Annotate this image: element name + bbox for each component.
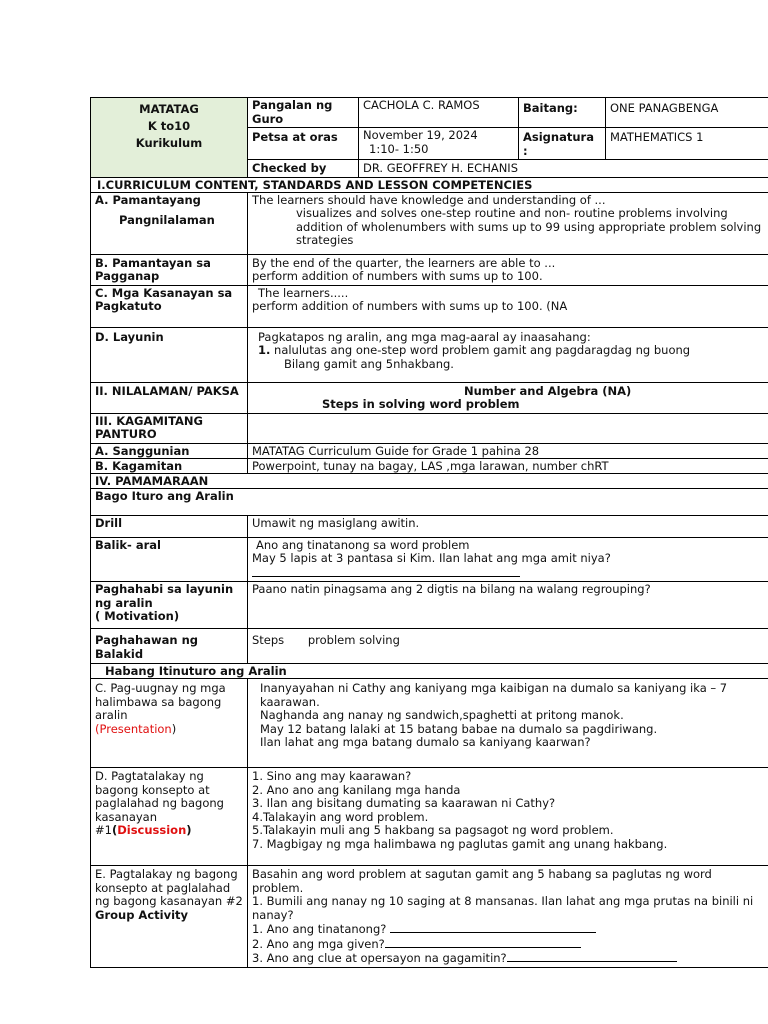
objectives-intro: Pagkatapos ng aralin, ang mga mag-aaral ay inaasahang: (258, 329, 591, 344)
presentation-line-3: May 12 batang lalaki at 15 batang babae na dumalo sa pagdiriwang. (260, 721, 658, 736)
competencies-value (248, 285, 768, 327)
group-activity-question-2 (252, 937, 768, 952)
performance-standard-label: B. Pamantayan sa Pagganap (91, 254, 248, 285)
objectives-item-1 (252, 344, 768, 358)
discussion-value (248, 768, 768, 866)
group-activity-line-2: 1. Bumili ang nanay ng 10 saging at 8 mansanas. Ilan lahat ang mga prutas na binili ni nanay? (252, 894, 754, 922)
procedure-label: IV. PAMAMARAAN (91, 473, 768, 488)
performance-standard-body: perform addition of numbers with sums up to 100. (252, 269, 543, 283)
presentation-label-text: C. Pag-uugnay ng mga halimbawa sa bagong aralin (95, 681, 226, 722)
time-value: 1:10- 1:50 (369, 141, 429, 156)
program-line-2: K to10 (147, 119, 191, 133)
content-standard-body: visualizes and solves one-step routine and non- routine problems involving addition of wholenumbers with sums up to 99 using appropriate problem solving strategies (296, 206, 762, 247)
review-line-2: May 5 lapis at 3 pantasa si Kim. Ilan lahat ang mga amit niya? (252, 551, 611, 565)
content-standard-value (248, 192, 768, 254)
presentation-label (91, 679, 248, 768)
objectives-item-1-text: nalulutas ang one-step word problem gamit ang pagdaragdag ng buong (274, 343, 691, 357)
group-activity-question-2-text: 2. Ano ang mga given? (252, 936, 385, 951)
program-line-3: Kurikulum (135, 136, 203, 150)
content-topic-value (248, 382, 768, 413)
objectives-item-number: 1. (258, 343, 271, 357)
unlocking-value-2: problem solving (307, 633, 400, 647)
objectives-item-2: Bilang gamit ang 5nhakbang. (284, 356, 454, 371)
group-activity-question-3-text: 3. Ano ang clue at opersayon na gagamitin? (252, 951, 507, 965)
before-lesson-label: Bago Ituro ang Aralin (91, 488, 768, 515)
content-standard-label-1: A. Pamantayang (95, 192, 201, 207)
presentation-value (248, 679, 768, 768)
references-label: A. Sanggunian (91, 443, 248, 458)
presentation-line-4: Ilan lahat ang mga batang dumalo sa kaniyang kaarwan? (260, 735, 591, 749)
date-cell (359, 128, 519, 160)
content-topic-2: Steps in solving word problem (322, 397, 520, 411)
review-line-1: Ano ang tinatanong sa word problem (256, 537, 470, 552)
competencies-intro: The learners..... (258, 285, 349, 300)
unlocking-value-1: Steps (252, 633, 285, 647)
group-activity-label (91, 866, 248, 968)
grade-value: ONE PANAGBENGA (606, 98, 768, 128)
checked-label: Checked by (248, 160, 359, 178)
motivation-label-1: Paghahabi sa layunin ng aralin (95, 582, 234, 610)
review-answer-line (252, 566, 520, 577)
content-standard-label (91, 192, 248, 254)
program-line-1: MATATAG (139, 102, 199, 116)
presentation-red-label: Presentation (99, 721, 172, 736)
objectives-value (248, 327, 768, 382)
subject-label: Asignatura : (519, 128, 606, 160)
motivation-label-2: ( Motivation) (95, 609, 180, 623)
program-cell (91, 98, 248, 178)
question-1-answer-line[interactable] (390, 922, 596, 933)
unlocking-label: Paghahawan ng Balakid (91, 629, 248, 664)
presentation-line-1: Inanyayahan ni Cathy ang kaniyang mga kaibigan na dumalo sa kaniyang ika – 7 kaarawan. (260, 681, 728, 709)
objectives-label: D. Layunin (91, 327, 248, 382)
group-activity-line-1: Basahin ang word problem at sagutan gamit ang 5 habang sa paglutas ng word problem. (252, 867, 712, 895)
presentation-open: ( (95, 721, 100, 736)
discussion-line-5: 5.Talakayin muli ang 5 hakbang sa pagsagot ng word problem. (252, 823, 614, 837)
motivation-label (91, 582, 248, 629)
group-activity-question-3 (252, 951, 768, 966)
lesson-plan-table (90, 97, 768, 968)
motivation-value: Paano natin pinagsama ang 2 digtis na bilang na walang regrouping? (248, 582, 768, 629)
discussion-line-6: 7. Magbigay ng mga halimbawa ng paglutas gamit ang unang hakbang. (252, 836, 668, 851)
discussion-line-3: 3. Ilan ang bisitang dumating sa kaarawan ni Cathy? (252, 796, 556, 810)
date-label: Petsa at oras (248, 128, 359, 160)
review-label: Balik- aral (91, 537, 248, 582)
content-standard-label-2: Pangnilalaman (119, 213, 215, 227)
drill-value: Umawit ng masiglang awitin. (248, 515, 768, 537)
references-value: MATATAG Curriculum Guide for Grade 1 pahina 28 (248, 443, 768, 458)
presentation-close: ) (171, 721, 177, 736)
review-value (248, 537, 768, 582)
materials-label: III. KAGAMITANG PANTURO (91, 413, 248, 443)
discussion-label-text: D. Pagtatalakay ng bagong konsepto at paglalahad ng bagong kasanayan #1 (95, 769, 224, 837)
competencies-label: C. Mga Kasanayan sa Pagkatuto (91, 285, 248, 327)
content-topic-label: II. NILALAMAN/ PAKSA (91, 382, 248, 413)
group-activity-question-1 (252, 922, 768, 937)
presentation-label-tag (95, 723, 243, 737)
performance-standard-intro: By the end of the quarter, the learners are able to ... (252, 255, 556, 270)
discussion-label: D. Pagtatalakay ng bagong konsepto at paglalahad ng bagong kasanayan #1(Discussion) (91, 768, 248, 866)
subject-value: MATHEMATICS 1 (606, 128, 768, 160)
discussion-line-4: 4.Talakayin ang word problem. (252, 809, 429, 824)
presentation-line-2: Naghanda ang nanay ng sandwich,spaghetti at pritong manok. (260, 708, 624, 722)
group-activity-label-text: E. Pagtalakay ng bagong konsepto at paglalahad ng bagong kasanayan #2 (95, 867, 243, 908)
materials-value (248, 413, 768, 443)
group-activity-value (248, 866, 768, 968)
discussion-red-label: Discussion (117, 823, 187, 837)
content-standard-intro: The learners should have knowledge and understanding of ... (252, 192, 606, 207)
question-2-answer-line[interactable] (385, 937, 581, 948)
discussion-line-1: 1. Sino ang may kaarawan? (252, 769, 412, 783)
competencies-body: perform addition of numbers with sums up to 100. (NA (252, 299, 568, 313)
resources-label: B. Kagamitan (91, 458, 248, 473)
group-activity-question-1-text: 1. Ano ang tinatanong? (252, 922, 387, 936)
unlocking-value (248, 629, 768, 664)
teacher-value: CACHOLA C. RAMOS (359, 98, 519, 128)
during-lesson-label: Habang Itinuturo ang Aralin (91, 664, 768, 679)
drill-label: Drill (91, 515, 248, 537)
question-3-answer-line[interactable] (507, 951, 677, 962)
resources-value: Powerpoint, tunay na bagay, LAS ,mga larawan, number chRT (248, 458, 768, 473)
discussion-line-2: 2. Ano ano ang kanilang mga handa (252, 782, 461, 797)
group-activity-bold-label: Group Activity (95, 907, 189, 922)
teacher-label: Pangalan ng Guro (248, 98, 359, 128)
performance-standard-value (248, 254, 768, 285)
checked-value: DR. GEOFFREY H. ECHANIS (359, 160, 768, 178)
content-topic-1: Number and Algebra (NA) (464, 383, 632, 398)
section-1-title: I.CURRICULUM CONTENT, STANDARDS AND LESSON COMPETENCIES (91, 177, 768, 192)
date-value: November 19, 2024 (363, 128, 478, 142)
grade-label: Baitang: (519, 98, 606, 128)
